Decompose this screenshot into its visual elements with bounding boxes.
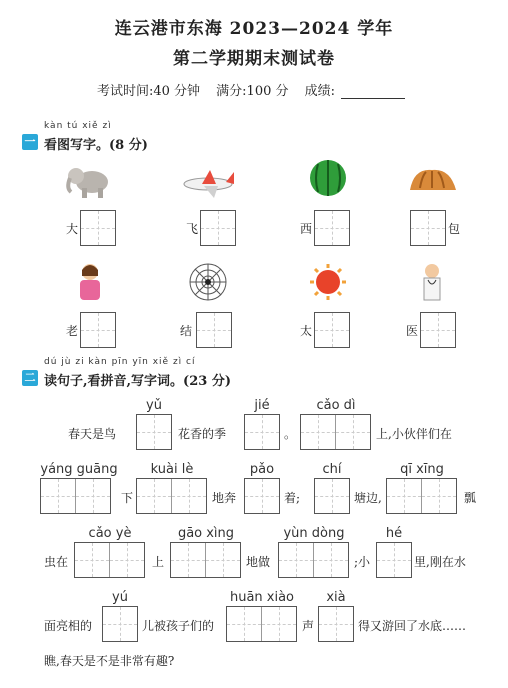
- sentence-text: 春天是鸟: [68, 427, 117, 441]
- pinyin-prompt: yú: [112, 590, 128, 605]
- writing-grid[interactable]: [136, 478, 207, 514]
- writing-grid[interactable]: [170, 542, 241, 578]
- item-label: 西: [300, 222, 313, 236]
- exam-title-line2: 第二学期期末测试卷: [173, 49, 335, 69]
- pinyin-prompt: xià: [326, 590, 346, 605]
- sentence-text: 上,小伙伴们在: [376, 427, 452, 441]
- sentence-text: 着;: [284, 491, 301, 505]
- section2-number: 二: [22, 370, 38, 386]
- sentence-text: ;小: [354, 555, 371, 569]
- writing-grid[interactable]: [102, 606, 138, 642]
- sentence-text: 上: [152, 555, 165, 569]
- writing-grid[interactable]: [314, 478, 350, 514]
- section2-title: 读句子,看拼音,写字词。(23 分): [44, 374, 231, 389]
- pinyin-prompt: gāo xìng: [177, 526, 235, 541]
- pinyin-prompt: cǎo dì: [316, 398, 356, 413]
- sentence-text: 下: [121, 491, 134, 505]
- sentence-text: 。: [284, 427, 297, 441]
- section2-pinyin: dú jù zi kàn pīn yīn xiě zì cí: [44, 357, 196, 367]
- writing-grid[interactable]: [386, 478, 457, 514]
- item-label: 太: [300, 324, 313, 338]
- sentence-text: 儿被孩子们的: [142, 619, 215, 633]
- sentence-text: 声: [302, 619, 315, 633]
- pinyin-prompt: yùn dòng: [283, 526, 345, 541]
- pinyin-prompt: yǔ: [146, 398, 162, 413]
- sentence-text: 花香的季: [178, 427, 227, 441]
- item-label: 老: [66, 324, 79, 338]
- writing-grid[interactable]: [244, 414, 280, 450]
- watermelon-icon: [300, 158, 356, 198]
- item-label: 包: [448, 222, 461, 236]
- section1-pinyin: kàn tú xiě zì: [44, 121, 112, 131]
- item-label: 飞: [186, 222, 199, 236]
- writing-grid[interactable]: [314, 312, 350, 348]
- pinyin-prompt: hé: [385, 526, 403, 541]
- pinyin-prompt: cǎo yè: [88, 526, 132, 541]
- exam-score: 满分:100 分: [216, 84, 289, 99]
- bread-icon: [404, 160, 460, 200]
- item-label: 医: [406, 324, 419, 338]
- writing-grid[interactable]: [226, 606, 297, 642]
- pinyin-prompt: kuài lè: [150, 462, 194, 477]
- pinyin-prompt: jié: [254, 398, 270, 413]
- sentence-text: 里,刚在水: [414, 555, 466, 569]
- sentence-text: 地奔: [212, 491, 237, 505]
- sentence-text: 塘边,: [354, 491, 382, 505]
- elephant-icon: [62, 160, 118, 200]
- sentence-text: 瞧,春天是不是非常有趣?: [44, 654, 175, 668]
- sentence-text: 地做: [246, 555, 271, 569]
- airplane-icon: [180, 162, 236, 202]
- pinyin-prompt: pǎo: [249, 462, 275, 477]
- exam-time: 考试时间:40 分钟: [96, 84, 201, 99]
- writing-grid[interactable]: [376, 542, 412, 578]
- writing-grid[interactable]: [300, 414, 371, 450]
- writing-grid[interactable]: [74, 542, 145, 578]
- writing-grid[interactable]: [40, 478, 111, 514]
- sentence-text: 虫在: [44, 555, 69, 569]
- doctor-icon: [404, 262, 460, 302]
- sentence-text: 得又游回了水底……: [358, 619, 467, 633]
- spiderweb-icon: [180, 262, 236, 302]
- exam-info: [0, 80, 508, 99]
- writing-grid[interactable]: [420, 312, 456, 348]
- section1-number: 一: [22, 134, 38, 150]
- section1-title: 看图写字。(8 分): [44, 138, 148, 153]
- writing-grid[interactable]: [80, 210, 116, 246]
- writing-grid[interactable]: [200, 210, 236, 246]
- writing-grid[interactable]: [278, 542, 349, 578]
- exam-result-label: 成绩:: [305, 84, 411, 99]
- teacher-icon: [62, 262, 118, 302]
- pinyin-prompt: chí: [322, 462, 342, 477]
- writing-grid[interactable]: [80, 312, 116, 348]
- item-label: 大: [66, 222, 79, 236]
- sentence-text: 面亮相的: [44, 619, 93, 633]
- pinyin-prompt: huān xiào: [229, 590, 295, 605]
- sentence-text: 瓢: [464, 491, 477, 505]
- pinyin-prompt: qī xīng: [400, 462, 444, 477]
- writing-grid[interactable]: [318, 606, 354, 642]
- result-blank: [341, 86, 405, 99]
- writing-grid[interactable]: [196, 312, 232, 348]
- item-label: 结: [180, 324, 193, 338]
- writing-grid[interactable]: [314, 210, 350, 246]
- exam-title-line1: 连云港市东海 2023—2024 学年: [114, 19, 394, 39]
- pinyin-prompt: yáng guāng: [40, 462, 118, 477]
- writing-grid[interactable]: [410, 210, 446, 246]
- writing-grid[interactable]: [244, 478, 280, 514]
- sun-icon: [300, 262, 356, 302]
- writing-grid[interactable]: [136, 414, 172, 450]
